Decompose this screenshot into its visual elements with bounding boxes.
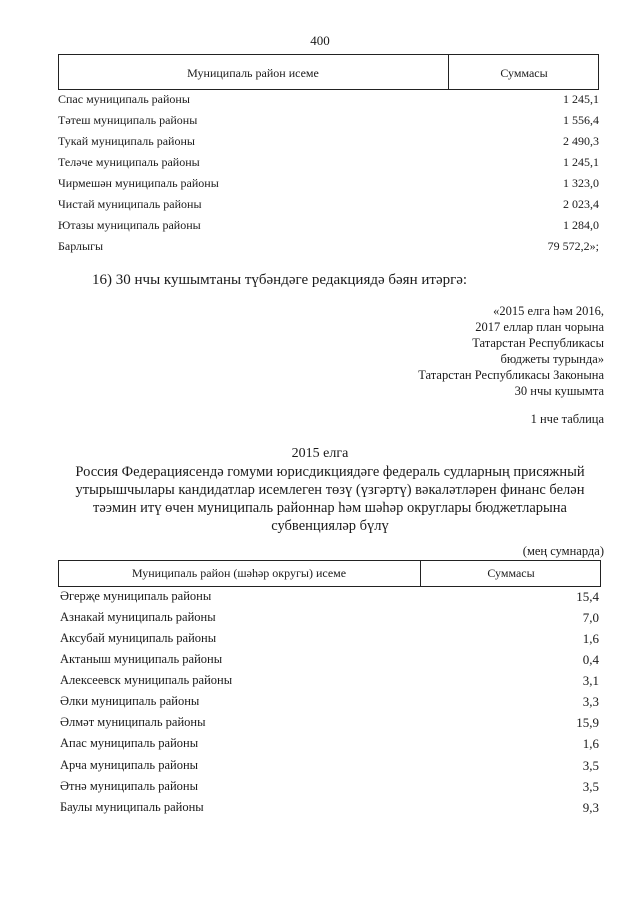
table-row — [58, 176, 599, 196]
row-name: Тукай муниципаль районы — [58, 134, 195, 148]
table2-header-sum: Суммасы — [487, 566, 535, 580]
row-value: 3,1 — [582, 673, 599, 688]
row-name: Алексеевск муниципаль районы — [60, 673, 233, 687]
table-row — [60, 673, 599, 693]
row-value: 1,6 — [582, 631, 599, 646]
row-value: 2 023,4 — [563, 197, 599, 211]
row-value: 1 556,4 — [563, 113, 599, 127]
table-row — [58, 218, 599, 238]
row-value: 15,9 — [576, 715, 599, 730]
table-row — [58, 197, 599, 217]
item-16-text: 16) 30 нчы кушымтаны түбәндәге редакциядә бәян итәргә: — [92, 272, 468, 288]
row-value: 1 284,0 — [563, 218, 599, 232]
reference-line: «2015 елга һәм 2016, — [493, 304, 604, 318]
reference-line: Татарстан Республикасы Законына — [418, 368, 604, 382]
title-line: тәэмин итү өчен муниципаль районнар һәм шәһәр округлары бюджетларына — [92, 500, 567, 516]
table-total-row — [58, 239, 599, 259]
table-number: 1 нче таблица — [530, 412, 604, 426]
row-name: Әгерҗе муниципаль районы — [60, 589, 212, 603]
title-line: утырышчылары кандидатлар исемлеген төзү (үзгәртү) вәкаләтләрен финанс белән — [75, 482, 585, 498]
table-row — [58, 113, 599, 133]
row-value: 3,5 — [582, 758, 599, 773]
row-value: 7,0 — [582, 610, 599, 625]
row-value: 0,4 — [582, 652, 599, 667]
row-name: Спас муниципаль районы — [58, 92, 190, 106]
table1-header-sum: Суммасы — [500, 66, 548, 80]
table-row — [60, 736, 599, 756]
row-name: Әтнә муниципаль районы — [60, 779, 199, 793]
table-row — [60, 715, 599, 735]
row-name: Ютазы муниципаль районы — [58, 218, 201, 232]
reference-line: бюджеты турында» — [500, 352, 604, 366]
row-value: 1 245,1 — [563, 155, 599, 169]
table-row — [60, 589, 599, 609]
table-row — [60, 652, 599, 672]
row-name: Арча муниципаль районы — [60, 758, 199, 772]
total-label: Барлыгы — [58, 239, 104, 253]
table-row — [60, 758, 599, 778]
table-row — [58, 155, 599, 175]
table-row — [60, 779, 599, 799]
row-name: Азнакай муниципаль районы — [60, 610, 216, 624]
row-value: 1 323,0 — [563, 176, 599, 190]
table1-header-name: Муниципаль район исеме — [187, 66, 319, 80]
page-number: 400 — [310, 33, 330, 48]
section-title — [40, 463, 620, 535]
reference-line: 30 нчы кушымта — [514, 384, 604, 398]
table-row — [58, 134, 599, 154]
table-row — [60, 800, 599, 820]
table-row — [60, 631, 599, 651]
year-heading: 2015 елга — [291, 446, 349, 461]
row-name: Чистай муниципаль районы — [58, 197, 202, 211]
row-value: 3,3 — [582, 694, 599, 709]
row-name: Баулы муниципаль районы — [60, 800, 204, 814]
row-value: 1 245,1 — [563, 92, 599, 106]
row-name: Әлки муниципаль районы — [60, 694, 200, 708]
row-name: Теләче муниципаль районы — [58, 155, 200, 169]
row-name: Тәтеш муниципаль районы — [58, 113, 198, 127]
title-line: Россия Федерациясендә гомуми юрисдикциядәге федераль судларның присяжный — [75, 464, 585, 480]
row-value: 3,5 — [582, 779, 599, 794]
row-name: Чирмешән муниципаль районы — [58, 176, 219, 190]
table2-header-name: Муниципаль район (шәһәр округы) исеме — [131, 566, 347, 580]
row-name: Апас муниципаль районы — [60, 736, 199, 750]
table-row — [60, 694, 599, 714]
table-row — [58, 92, 599, 112]
row-value: 1,6 — [582, 736, 599, 751]
row-name: Әлмәт муниципаль районы — [60, 715, 206, 729]
row-name: Аксубай муниципаль районы — [60, 631, 217, 645]
table-row — [60, 610, 599, 630]
reference-line: Татарстан Республикасы — [472, 336, 604, 350]
row-value: 15,4 — [576, 589, 599, 604]
total-value: 79 572,2»; — [547, 239, 599, 253]
row-value: 9,3 — [582, 800, 599, 815]
row-value: 2 490,3 — [563, 134, 599, 148]
unit-note: (мең сумнарда) — [522, 544, 604, 558]
row-name: Актаныш муниципаль районы — [60, 652, 223, 666]
title-line: субвенцияләр бүлү — [271, 518, 389, 534]
appendix-reference — [304, 303, 604, 399]
reference-line: 2017 еллар план чорына — [475, 320, 604, 334]
